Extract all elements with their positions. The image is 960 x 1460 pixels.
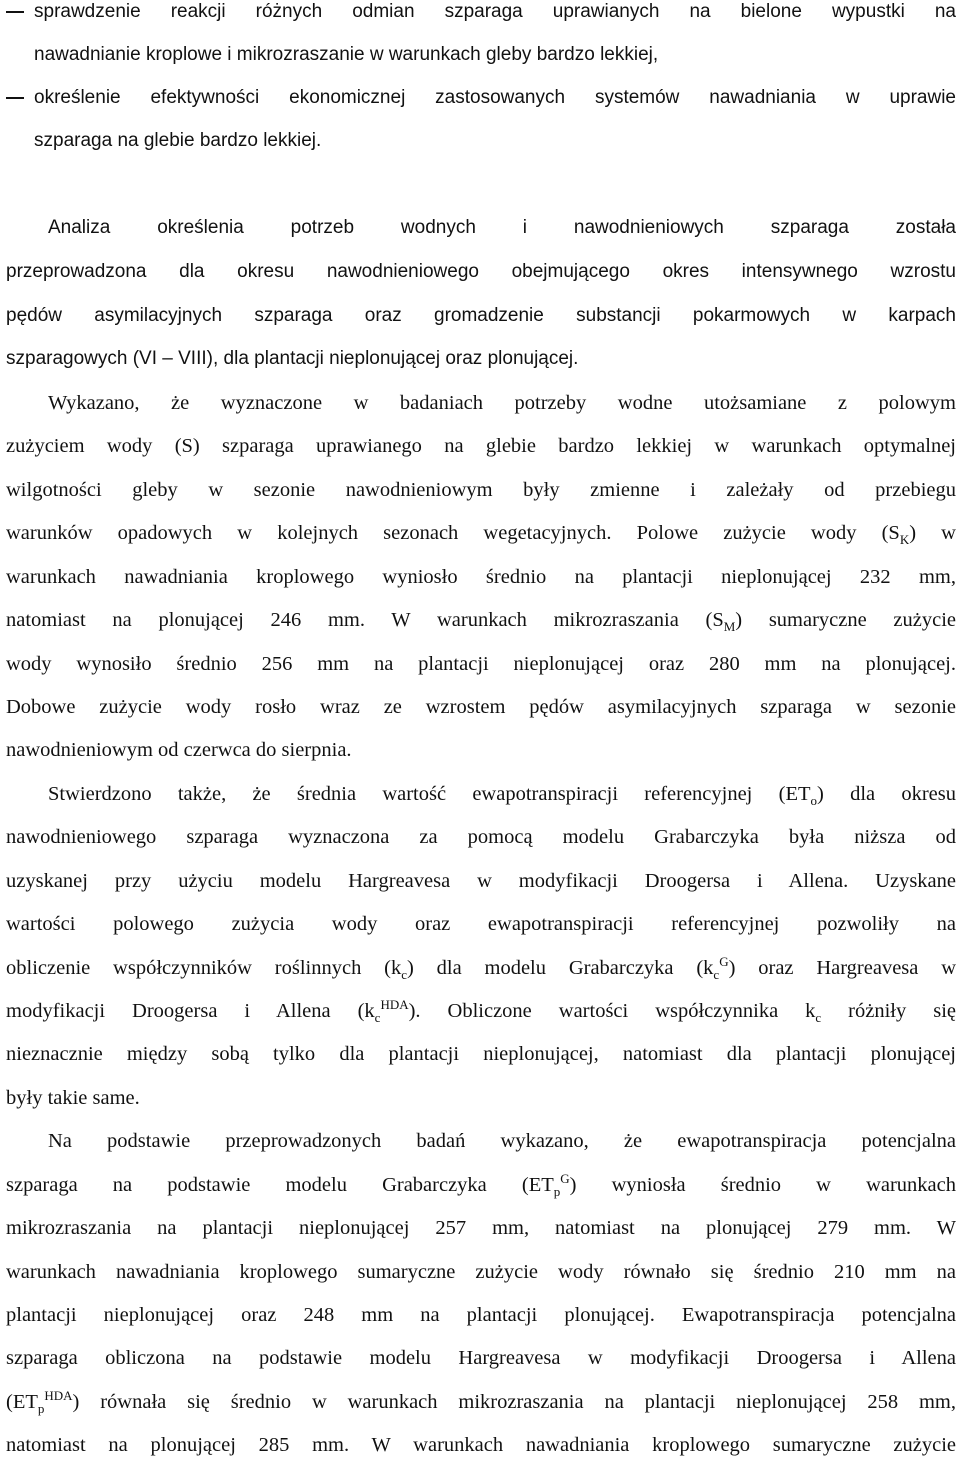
text-line: Na podstawie przeprowadzonych badań wykazano, że ewapotranspiracja potencjalna bbox=[48, 1130, 956, 1152]
text-line: określenie efektywności ekonomicznej zastosowanych systemów nawadniania w uprawie bbox=[34, 87, 956, 108]
text-line: Dobowe zużycie wody rosło wraz ze wzrostem pędów asymilacyjnych szparaga w sezonie bbox=[6, 696, 956, 718]
text-span: ) oraz Hargreavesa w bbox=[728, 957, 957, 979]
text-line: przeprowadzona dla okresu nawodnieniowego obejmującego okres intensywnego wzrostu bbox=[6, 261, 956, 282]
text-line: Analiza określenia potrzeb wodnych i nawodnieniowych szparaga została bbox=[48, 217, 956, 238]
subscript: c bbox=[815, 1010, 822, 1026]
text-line: nawodnieniowego szparaga wyznaczona za pomocą modelu Grabarczyka była niższa od bbox=[6, 826, 956, 848]
text-line: mikrozraszania na plantacji nieplonującej 257 mm, natomiast na plonującej 279 mm. W bbox=[6, 1217, 956, 1239]
superscript: G bbox=[719, 954, 729, 970]
text-line: zużyciem wody (S) szparaga uprawianego na glebie bardzo lekkiej w warunkach optymalnej bbox=[6, 435, 956, 457]
text-line: warunkach nawadniania kroplowego sumaryczne zużycie wody równało się średnio 210 mm na bbox=[6, 1261, 956, 1283]
text-line bbox=[6, 1171, 957, 1200]
text-span: ) dla modelu Grabarczyka (k bbox=[407, 957, 714, 979]
subscript: p bbox=[37, 1401, 45, 1417]
text-span: ). Obliczone wartości współczynnika k bbox=[408, 1000, 816, 1022]
text-line: Wykazano, że wyznaczone w badaniach potrzeby wodne utożsamiane z polowym bbox=[48, 392, 956, 414]
text-line: wody wynosiło średnio 256 mm na plantacji nieplonującej oraz 280 mm na plonującej. bbox=[6, 653, 956, 675]
text-line: natomiast na plonującej 285 mm. W warunkach nawadniania kroplowego sumaryczne zużycie bbox=[6, 1434, 956, 1456]
subscript: K bbox=[899, 532, 910, 548]
text-span: obliczenie współczynników roślinnych (k bbox=[6, 957, 402, 979]
text-span: różniły się bbox=[821, 1000, 956, 1022]
text-line bbox=[6, 954, 957, 983]
text-line: pędów asymilacyjnych szparaga oraz gromadzenie substancji pokarmowych w karpach bbox=[6, 305, 956, 326]
text-span: ) równała się średnio w warunkach mikrozraszania na plantacji nieplonującej 258 mm, bbox=[72, 1391, 956, 1413]
text-span: ) sumaryczne zużycie bbox=[735, 609, 956, 631]
text-span: Stwierdzono także, że średnia wartość ewapotranspiracji referencyjnej (ET bbox=[48, 783, 811, 805]
text-span: natomiast na plonującej 246 mm. W warunkach mikrozraszania (S bbox=[6, 609, 724, 631]
text-line bbox=[6, 608, 956, 635]
text-line bbox=[6, 521, 956, 548]
text-line: plantacji nieplonującej oraz 248 mm na plantacji plonującej. Ewapotranspiracja potencjalna bbox=[6, 1304, 956, 1326]
text-line: szparagowych (VI – VIII), dla plantacji nieplonującej oraz plonującej. bbox=[6, 348, 579, 369]
text-line bbox=[48, 782, 956, 809]
text-line: były takie same. bbox=[6, 1087, 140, 1109]
text-line: wartości polowego zużycia wody oraz ewapotranspiracji referencyjnej pozwoliły na bbox=[6, 913, 956, 935]
superscript: G bbox=[560, 1171, 570, 1187]
text-line: uzyskanej przy użyciu modelu Hargreavesa w modyfikacji Droogersa i Allena. Uzyskane bbox=[6, 870, 956, 892]
text-line: wilgotności gleby w sezonie nawodnieniowym były zmienne i zależały od przebiegu bbox=[6, 479, 956, 501]
text-line: nieznacznie między sobą tylko dla plantacji nieplonującej, natomiast dla plantacji plonującej bbox=[6, 1043, 956, 1065]
text-line: szparaga na glebie bardzo lekkiej. bbox=[34, 130, 322, 151]
subscript: o bbox=[810, 793, 817, 809]
subscript: c bbox=[374, 1010, 381, 1026]
text-line bbox=[6, 997, 956, 1026]
subscript: c bbox=[401, 967, 408, 983]
superscript: HDA bbox=[380, 997, 409, 1013]
subscript: M bbox=[723, 619, 736, 635]
text-line: nawodnieniowym od czerwca do sierpnia. bbox=[6, 739, 352, 761]
text-span: szparaga na podstawie modelu Grabarczyka (ET bbox=[6, 1174, 554, 1196]
text-line: nawadnianie kroplowe i mikrozraszanie w warunkach gleby bardzo lekkiej, bbox=[34, 44, 659, 65]
dash-icon bbox=[6, 11, 24, 13]
text-line bbox=[6, 1388, 956, 1417]
text-span: (ET bbox=[6, 1391, 38, 1413]
text-span: modyfikacji Droogersa i Allena (k bbox=[6, 1000, 375, 1022]
text-span: ) w bbox=[909, 522, 956, 544]
text-line: warunkach nawadniania kroplowego wyniosło średnio na plantacji nieplonującej 232 mm, bbox=[6, 566, 956, 588]
text-line: sprawdzenie reakcji różnych odmian szparaga uprawianych na bielone wypustki na bbox=[34, 1, 956, 22]
text-span: warunków opadowych w kolejnych sezonach wegetacyjnych. Polowe zużycie wody (S bbox=[6, 522, 900, 544]
subscript: p bbox=[553, 1184, 561, 1200]
text-span: ) dla okresu bbox=[817, 783, 956, 805]
text-span: ) wyniosła średnio w warunkach bbox=[569, 1174, 957, 1196]
subscript: c bbox=[713, 967, 720, 983]
dash-icon bbox=[6, 97, 24, 99]
superscript: HDA bbox=[44, 1388, 73, 1404]
text-line: szparaga obliczona na podstawie modelu Hargreavesa w modyfikacji Droogersa i Allena bbox=[6, 1347, 956, 1369]
